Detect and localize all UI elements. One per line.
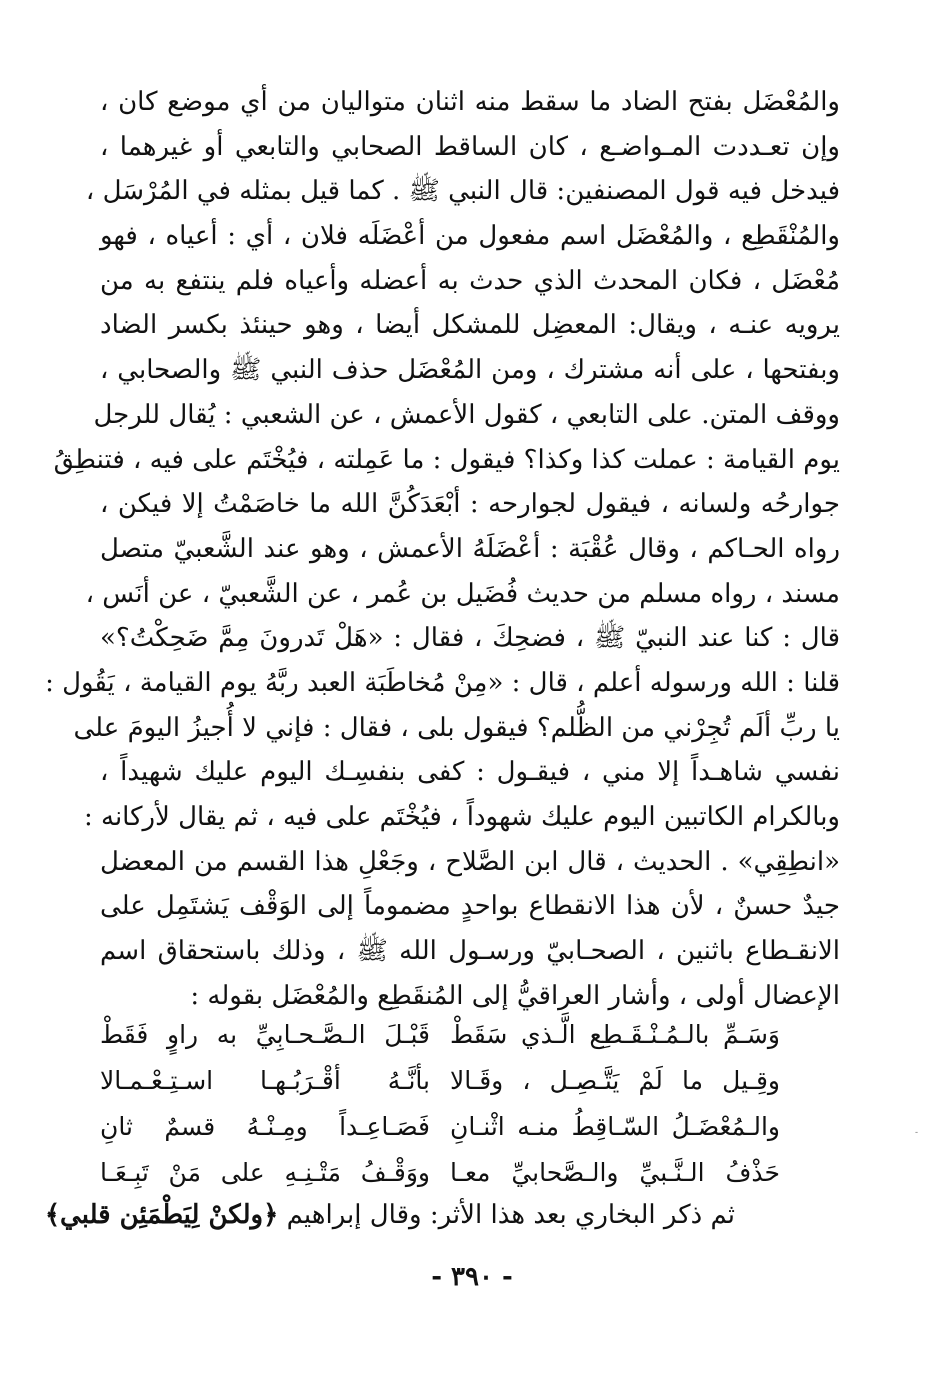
commentary-text bbox=[45, 80, 840, 1018]
closing-line bbox=[44, 1192, 735, 1238]
text-line: الإعضال أولى ، وأشار العراقيُّ إلى المُنقَطِع والمُعْضَل بقوله : bbox=[190, 980, 840, 1011]
text-line: يا ربِّ ألَم تُجِرْني من الظُّلم؟ فيقول بلى ، فقال : فإني لا أُجيزُ اليومَ على bbox=[73, 712, 840, 743]
quranic-quote: ﴿ولكنْ لِيَطْمَئِن قلبي﴾ bbox=[44, 1200, 279, 1230]
text-line: قال : كنا عند النبيّ ﷺ ، فضحِكَ ، فقال : «هَلْ تَدرونَ مِمَّ ضَحِكْتُ؟» bbox=[100, 623, 840, 654]
text-line: نفسي شاهـداً إلا مني ، فيقـول : كفى بنفسِـك اليوم عليك شهيداً ، bbox=[100, 757, 840, 788]
text-line: فيدخل فيه قول المصنفين: قال النبي ﷺ . كما قيل بمثله في المُرْسَل ، bbox=[85, 176, 840, 207]
text-line: مُعْضَل ، فكان المحدث الذي حدث به أعضله وأعياه فلم ينتفع به من bbox=[100, 265, 840, 296]
text-line: قلنا : الله ورسوله أعلم ، قال : «مِنْ مُخاطَبَة العبد ربَّهُ يوم القيامة ، يَقُول : bbox=[45, 667, 840, 698]
text-line: رواه الحـاكم ، وقال عُقْبَة : أعْضَلَهُ الأعمش ، وهو عند الشَّعبيّ متصل bbox=[100, 533, 840, 564]
closing-text: ثم ذكر البخاري بعد هذا الأثر: وقال إبراهيم bbox=[278, 1200, 735, 1230]
text-line: والمُنْقَطِع ، والمُعْضَل اسم مفعول من أعْضَلَه فلان ، أي : أعياه ، فهو bbox=[100, 221, 840, 252]
verse-first-hemistich: والـمُعْضَـلُ السّـاقِطُ منـه اثْنـانِ bbox=[450, 1112, 780, 1141]
verse-line bbox=[100, 1150, 780, 1196]
text-line: ووقف المتن. على التابعي ، كقول الأعمش ، عن الشعبي : يُقال للرجل bbox=[93, 399, 840, 430]
margin-mark: - bbox=[915, 1128, 919, 1138]
text-line: مسند ، رواه مسلم من حديث فُضَيل بن عُمر ، عن الشَّعبيّ ، عن أنَس ، bbox=[85, 578, 840, 609]
text-line: يوم القيامة : عملت كذا وكذا؟ فيقول : ما عَمِلته ، فيُخْتَم على فيه ، فتنطِقُ bbox=[53, 444, 840, 475]
text-line: والمُعْضَل بفتح الضاد ما سقط منه اثنان متواليان من أي موضع كان ، bbox=[100, 87, 840, 117]
text-line: وبالكرام الكاتبين اليوم عليك شهوداً ، فيُخْتَم على فيه ، ثم يقال لأركانه : bbox=[83, 802, 840, 832]
verse-second-hemistich: قَبْـلَ الـصَّـحـابِيِّ به راوٍ فَقَطْ bbox=[100, 1020, 430, 1049]
text-line: يرويه عنـه ، ويقال: المعضِل للمشكل أيضا ، وهو حينئذ بكسر الضاد bbox=[100, 310, 840, 341]
text-line: الانقـطاع باثنين ، الصحـابيّ ورسـول الله ﷺ ، وذلك باستحقاق اسم bbox=[100, 936, 840, 967]
verse-line bbox=[100, 1104, 780, 1150]
text-line: «انطِقِي» . الحديث ، قال ابن الصَّلاح ، وجَعْلِ هذا القسم من المعضل bbox=[100, 846, 840, 877]
verse-first-hemistich: وقِـيل ما لَمْ يَتَّـصِـل ، وقَـالا bbox=[450, 1066, 780, 1095]
text-line: وبفتحها ، على أنه مشترك ، ومن المُعْضَل حذف النبي ﷺ والصحابي ، bbox=[100, 355, 840, 386]
verse-first-hemistich: حَذْفُ الـنَّـبيِّ والـصَّحابيِّ معـا bbox=[450, 1158, 780, 1187]
text-line: جوارحُه ولسانه ، فيقول لجوارحه : أبْعَدَكُنَّ الله ما خاصَمْتُ إلا فيكن ، bbox=[100, 489, 840, 520]
verse-line bbox=[100, 1012, 780, 1058]
verse-line bbox=[100, 1058, 780, 1104]
page-number: - ٣٩٠ - bbox=[431, 1262, 513, 1292]
verse-second-hemistich: ووَقْـفُ مَتْـنِـهِ على مَنْ تَبِـعَـا bbox=[100, 1158, 430, 1187]
text-line: جيدٌ حسنٌ ، لأن هذا الانقطاع بواحدٍ مضموماً إلى الوَقْف يَشتَمِل على bbox=[100, 891, 840, 922]
verse-second-hemistich: فَصَـاعِـداً ومِـنْـهُ قسمٌ ثانِ bbox=[100, 1112, 430, 1141]
verse-first-hemistich: وَسَـمِّ بالـمُـنْـقَـطِع الَّـذي سَقَطْ bbox=[450, 1020, 780, 1049]
verse-second-hemistich: بأنَّـهُ أقْـرَبُـهـا اسـتِـعْـمـالا bbox=[100, 1066, 430, 1095]
verse-block bbox=[100, 1012, 780, 1196]
text-line: وإن تعـددت المـواضـع ، كان الساقط الصحابي والتابعي أو غيرهما ، bbox=[100, 131, 840, 162]
